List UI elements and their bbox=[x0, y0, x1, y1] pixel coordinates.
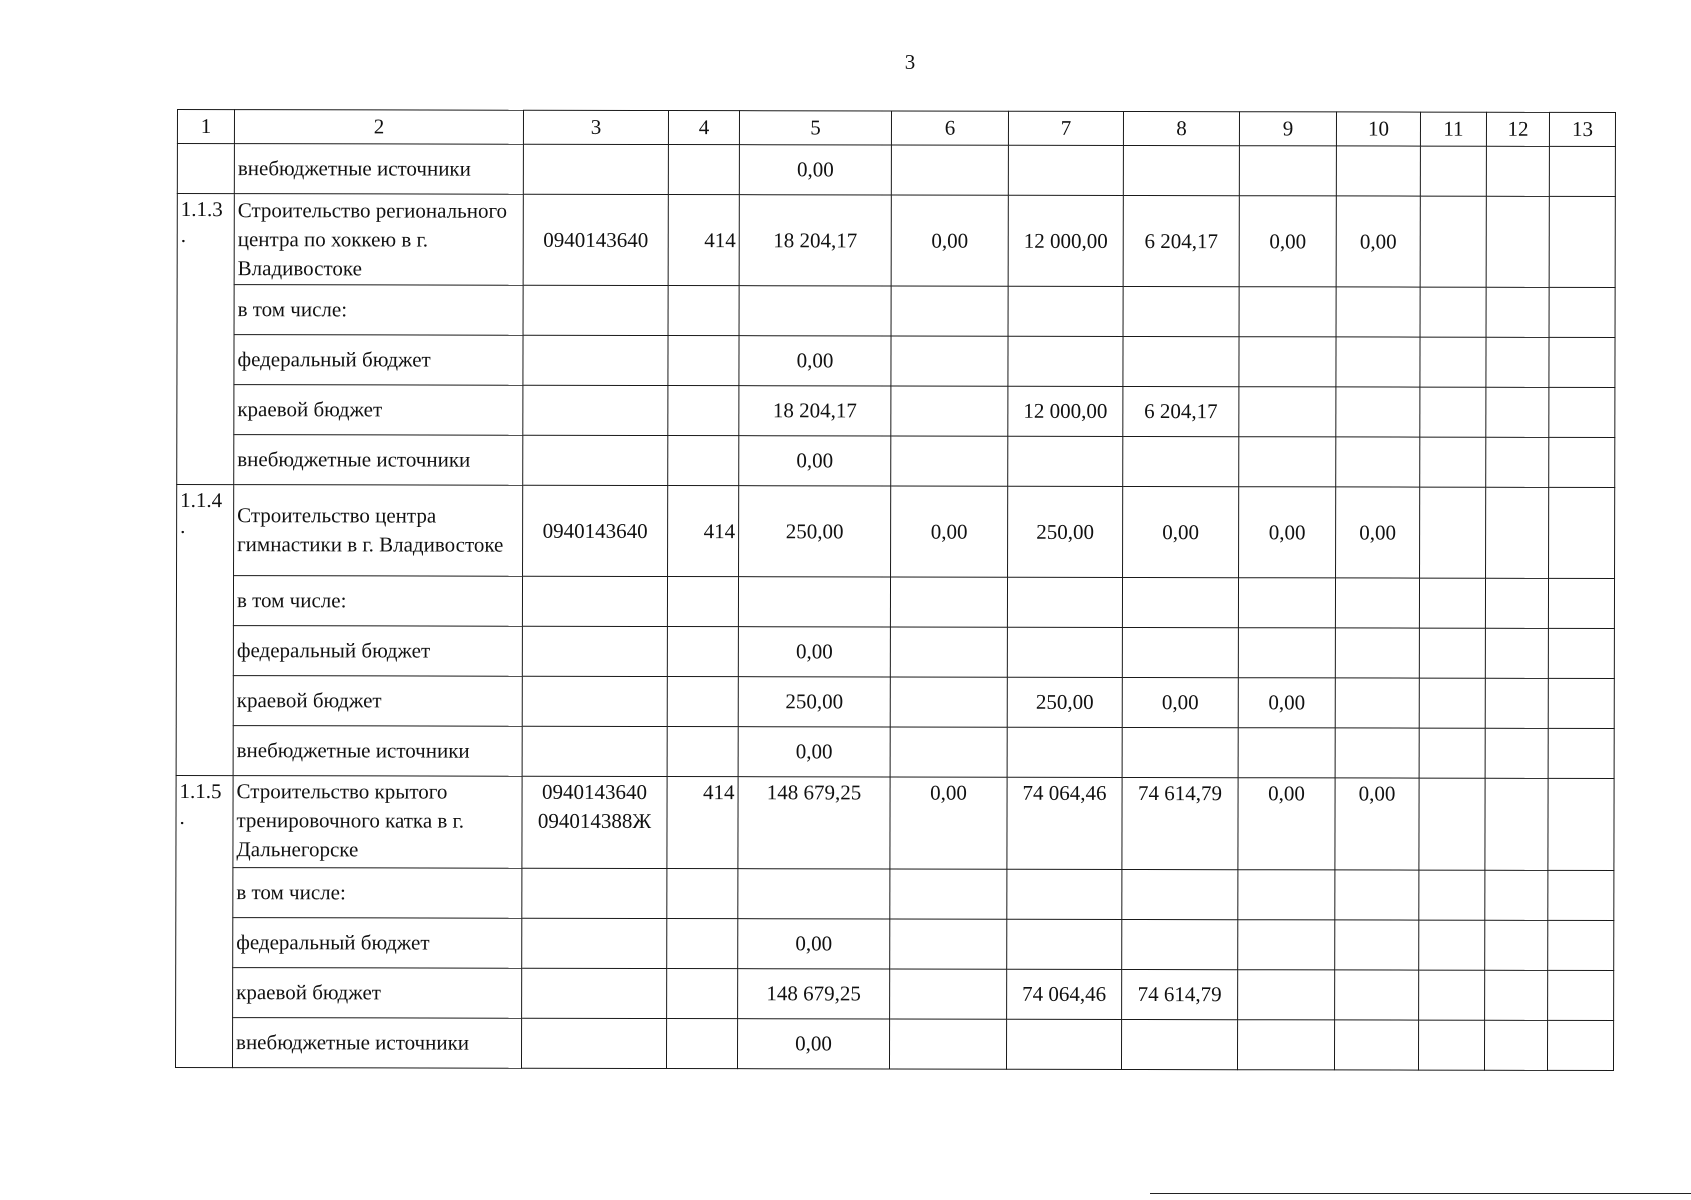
table-row bbox=[177, 435, 1615, 488]
cell-value: 148 679,25 bbox=[738, 969, 890, 1019]
table-row bbox=[176, 675, 1614, 728]
cell-value: 74 614,79 bbox=[1122, 969, 1238, 1019]
cell-value: 0,00 bbox=[1123, 486, 1239, 577]
item-number: 1.1.4 . bbox=[176, 485, 234, 776]
row-label: внебюджетные источники bbox=[233, 726, 522, 777]
column-number: 6 bbox=[891, 111, 1008, 145]
cell-value: 0,00 bbox=[890, 777, 1007, 869]
budget-code: 0940143640 094014388Ж bbox=[522, 776, 667, 868]
item-number: 1.1.3 . bbox=[177, 194, 235, 485]
row-label: в том числе: bbox=[234, 285, 523, 336]
row-label: внебюджетные источники bbox=[232, 1018, 521, 1069]
cell-value: 0,00 bbox=[1335, 778, 1419, 870]
row-label: в том числе: bbox=[233, 576, 522, 627]
column-number: 10 bbox=[1336, 112, 1420, 146]
row-label: внебюджетные источники bbox=[234, 144, 523, 195]
cell-value: 0,00 bbox=[737, 1019, 889, 1069]
cell-value: 250,00 bbox=[739, 486, 891, 577]
table-row bbox=[177, 285, 1615, 338]
cell-value: 18 204,17 bbox=[739, 386, 891, 436]
budget-code: 0940143640 bbox=[523, 194, 668, 285]
cell-value: 0,00 bbox=[739, 145, 891, 195]
row-label: федеральный бюджет bbox=[233, 918, 522, 969]
expense-type-code: 414 bbox=[668, 486, 739, 577]
row-label: федеральный бюджет bbox=[234, 335, 523, 386]
table-row bbox=[176, 576, 1614, 629]
row-label: краевой бюджет bbox=[233, 676, 522, 727]
table-row bbox=[177, 485, 1615, 579]
page-number: 3 bbox=[904, 50, 916, 74]
column-number: 5 bbox=[739, 111, 891, 145]
item-title: Строительство крытого тренировочного катка в г. Дальнегорске bbox=[233, 776, 522, 869]
row-label: в том числе: bbox=[233, 868, 522, 919]
column-number: 7 bbox=[1008, 111, 1123, 145]
cell-value: 0,00 bbox=[891, 486, 1008, 577]
column-number: 2 bbox=[234, 110, 523, 145]
cell-value: 0,00 bbox=[1336, 487, 1420, 578]
cell-value: 0,00 bbox=[738, 727, 890, 777]
cell-value: 0,00 bbox=[738, 919, 890, 969]
table-row bbox=[176, 867, 1614, 920]
cell-value: 148 679,25 bbox=[738, 777, 890, 869]
cell-value: 250,00 bbox=[738, 677, 890, 727]
cell-value: 18 204,17 bbox=[739, 195, 891, 286]
cell-value: 0,00 bbox=[1238, 778, 1335, 870]
cell-value: 0,00 bbox=[1239, 487, 1336, 578]
cell-value: 0,00 bbox=[1238, 678, 1335, 728]
column-number: 4 bbox=[668, 111, 739, 145]
column-number: 3 bbox=[523, 110, 668, 144]
cell-value: 0,00 bbox=[1336, 196, 1420, 287]
cell-value: 12 000,00 bbox=[1008, 386, 1123, 436]
column-number: 12 bbox=[1486, 112, 1549, 146]
item-title: Строительство регионального центра по хоккею в г. Владивостоке bbox=[234, 194, 523, 286]
column-number-row bbox=[177, 110, 1615, 147]
cell-value: 0,00 bbox=[739, 336, 891, 386]
cell-value: 0,00 bbox=[738, 627, 890, 677]
table-row bbox=[176, 967, 1614, 1020]
table-row bbox=[177, 385, 1615, 438]
table-row bbox=[176, 917, 1614, 970]
item-number: 1.1.5 . bbox=[175, 775, 233, 1067]
cell-value: 12 000,00 bbox=[1008, 195, 1123, 286]
column-number: 1 bbox=[177, 110, 234, 144]
table-row bbox=[176, 625, 1614, 678]
row-label: внебюджетные источники bbox=[234, 435, 523, 486]
table-row bbox=[177, 194, 1615, 288]
row-label: краевой бюджет bbox=[234, 385, 523, 436]
budget-code: 0940143640 bbox=[523, 485, 668, 576]
item-title: Строительство центра гимнастики в г. Владивостоке bbox=[234, 485, 523, 577]
budget-table bbox=[175, 109, 1616, 1071]
cell-value: 74 064,46 bbox=[1007, 777, 1122, 869]
cell-value: 6 204,17 bbox=[1123, 195, 1239, 286]
cell-value: 74 064,46 bbox=[1007, 969, 1122, 1019]
cell-value: 0,00 bbox=[1122, 677, 1238, 727]
column-number: 9 bbox=[1239, 112, 1336, 146]
table-row bbox=[177, 144, 1615, 197]
column-number: 11 bbox=[1420, 112, 1486, 146]
table-row bbox=[176, 775, 1614, 870]
cell-value: 74 614,79 bbox=[1122, 777, 1238, 869]
cell-value: 0,00 bbox=[891, 195, 1008, 286]
row-label: федеральный бюджет bbox=[233, 626, 522, 677]
cell-value: 0,00 bbox=[1239, 196, 1336, 287]
cell-value: 250,00 bbox=[1007, 677, 1122, 727]
table-row bbox=[175, 1017, 1613, 1070]
cell-value: 0,00 bbox=[739, 436, 891, 486]
row-label: краевой бюджет bbox=[233, 968, 522, 1019]
cell-value: 250,00 bbox=[1008, 486, 1123, 577]
expense-type-code: 414 bbox=[668, 195, 739, 286]
footer-rule bbox=[1150, 1193, 1691, 1194]
column-number: 13 bbox=[1549, 112, 1615, 146]
expense-type-code: 414 bbox=[667, 777, 738, 869]
table-row bbox=[177, 335, 1615, 388]
column-number: 8 bbox=[1123, 111, 1239, 145]
cell-value: 6 204,17 bbox=[1123, 386, 1239, 436]
table-row bbox=[176, 725, 1614, 778]
